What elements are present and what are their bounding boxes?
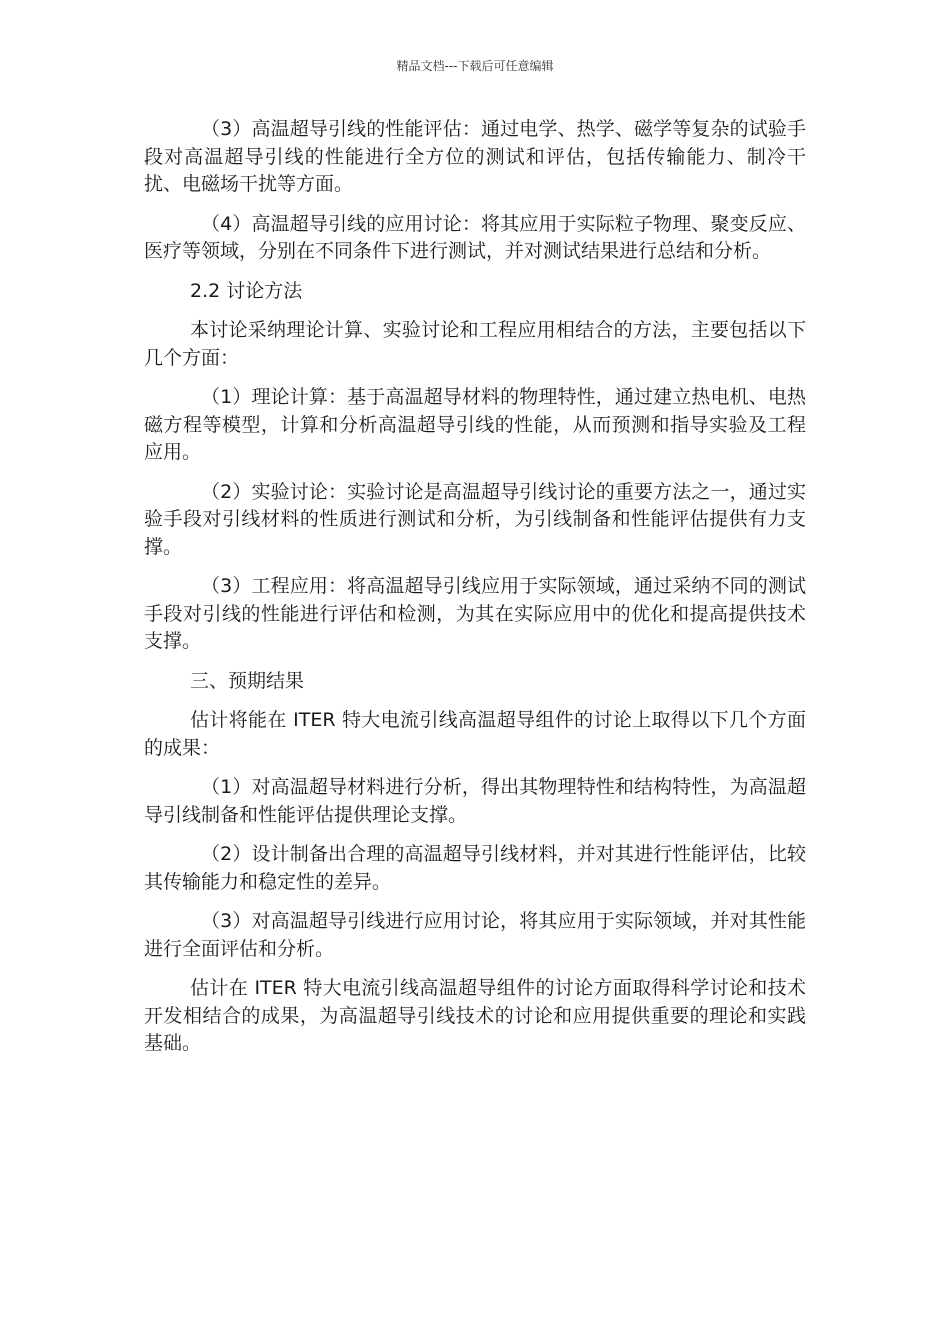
paragraph-experimental-discussion: （2）实验讨论：实验讨论是高温超导引线讨论的重要方法之一，通过实验手段对引线材料的性质进行测试和分析，为引线制备和性能评估提供有力支撑。 [144,480,806,558]
paragraph-theoretical-calculation: （1）理论计算：基于高温超导材料的物理特性，通过建立热电机、电热磁方程等模型，计算和分析高温超导引线的性能，从而预测和指导实验及工程应用。 [144,386,806,463]
section-heading-expected-results: 三、预期结果 [190,669,305,692]
paragraph-results-intro: 估计将能在 ITER 特大电流引线高温超导组件的讨论上取得以下几个方面的成果： [144,709,806,759]
paragraph-result-material-preparation: （2）设计制备出合理的高温超导引线材料，并对其进行性能评估，比较其传输能力和稳定性的差异。 [144,843,806,893]
paragraph-conclusion: 估计在 ITER 特大电流引线高温超导组件的讨论方面取得科学讨论和技术开发相结合的成果，为高温超导引线技术的讨论和应用提供重要的理论和实践基础。 [144,977,806,1054]
paragraph-performance-evaluation: （3）高温超导引线的性能评估：通过电学、热学、磁学等复杂的试验手段对高温超导引线的性能进行全方位的测试和评估，包括传输能力、制冷干扰、电磁场干扰等方面。 [144,118,806,195]
paragraph-result-application: （3）对高温超导引线进行应用讨论，将其应用于实际领域，并对其性能进行全面评估和分析。 [144,910,806,960]
paragraph-application-discussion: （4）高温超导引线的应用讨论：将其应用于实际粒子物理、聚变反应、医疗等领域，分别在不同条件下进行测试，并对测试结果进行总结和分析。 [144,212,806,262]
page-header: 精品文档---下载后可任意编辑 [396,59,554,73]
document-body [144,116,806,1070]
paragraph-result-material-analysis: （1）对高温超导材料进行分析，得出其物理特性和结构特性，为高温超导引线制备和性能评估提供理论支撑。 [144,776,806,826]
paragraph-methods-intro: 本讨论采纳理论计算、实验讨论和工程应用相结合的方法，主要包括以下几个方面： [144,319,806,369]
paragraph-engineering-application: （3）工程应用：将高温超导引线应用于实际领域，通过采纳不同的测试手段对引线的性能进行评估和检测，为其在实际应用中的优化和提高提供技术支撑。 [144,575,806,652]
section-heading-methods: 2.2 讨论方法 [190,279,303,302]
